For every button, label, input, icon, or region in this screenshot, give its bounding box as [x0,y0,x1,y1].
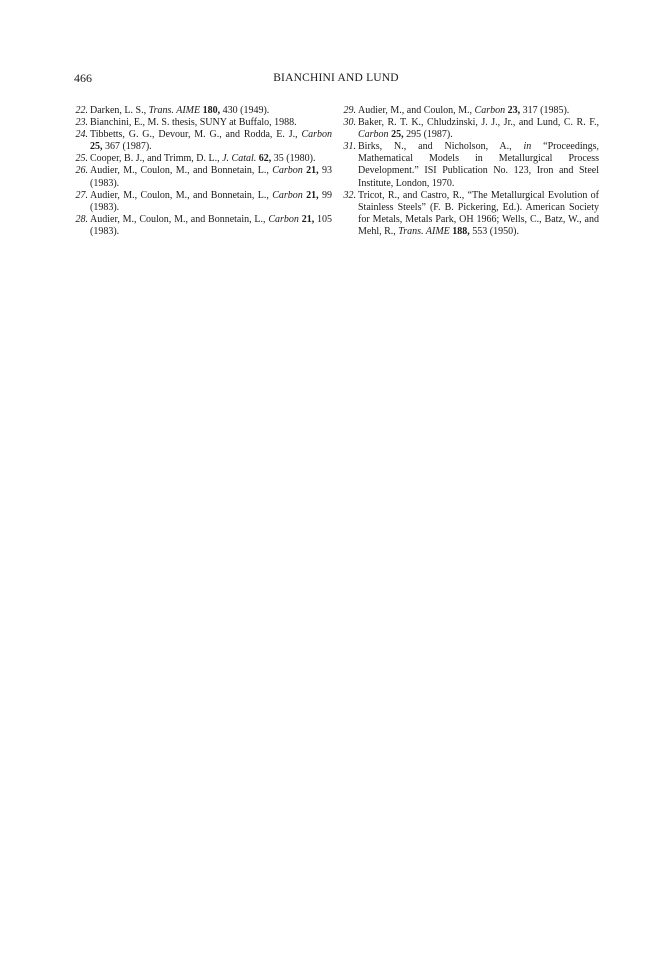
reference-number: 29. [343,105,356,116]
volume-number: 25, [90,141,103,153]
reference-fragment: Tibbetts, G. G., Devour, M. G., and Rodda, E. J., [90,129,302,141]
journal-title: Trans. AIME [398,225,450,237]
reference-number: 24. [75,129,88,141]
volume-number: 62, [258,153,272,165]
reference-text [90,129,332,152]
reference-entry [74,214,332,238]
volume-number: 188, [452,225,470,237]
journal-title: Carbon [272,189,303,201]
reference-text [90,117,297,128]
volume-number: 180, [202,105,221,116]
reference-entry [74,105,332,117]
reference-number: 26. [75,165,88,177]
reference-fragment: 35 (1980). [271,153,316,165]
reference-text [90,214,332,237]
reference-fragment: 553 (1950). [469,225,519,237]
volume-number: 21, [306,165,319,177]
reference-number: 32. [343,189,356,201]
reference-text [90,153,315,164]
reference-entry [342,117,599,141]
reference-number: 28. [75,213,88,225]
reference-fragment: 317 (1985). [520,105,570,116]
reference-fragment: 105 (1983). [90,213,333,237]
reference-entry [342,190,599,238]
journal-title: in [523,141,532,153]
reference-entry [74,165,332,189]
reference-fragment: Audier, M., Coulon, M., and Bonnetain, L., [90,189,273,201]
reference-number: 31. [343,141,356,153]
journal-title: Trans. AIME [148,105,201,116]
reference-number: 27. [75,189,88,201]
reference-fragment: 430 (1949). [220,105,270,116]
journal-title: Carbon [268,213,299,225]
reference-text [90,165,332,188]
reference-entry [342,141,599,189]
reference-fragment: 93 (1983). [90,165,333,189]
reference-text [90,105,269,116]
reference-text [358,105,569,116]
volume-number: 23, [507,105,521,116]
reference-number: 23. [75,117,88,129]
reference-fragment: Audier, M., and Coulon, M., [358,105,475,116]
reference-fragment: Darken, L. S., [90,105,149,116]
journal-title: Carbon [301,129,332,141]
page-number: 466 [74,71,92,85]
volume-number: 21, [301,213,315,225]
reference-fragment: 99 (1983). [90,189,333,213]
reference-entry [74,190,332,214]
reference-fragment: Birks, N., and Nicholson, A., [358,141,524,153]
references-left-column [74,105,332,238]
journal-title: Carbon [272,165,303,177]
journal-title: J. Catal. [222,153,257,165]
references-right-column [342,105,599,238]
journal-title: Carbon [358,129,389,141]
running-head: BIANCHINI AND LUND [273,72,399,84]
reference-fragment: 295 (1987). [403,129,453,141]
reference-number: 30. [343,117,356,129]
reference-entry [74,129,332,153]
reference-fragment: Baker, R. T. K., Chludzinski, J. J., Jr., and Lund, C. R. F., [358,117,599,129]
reference-number: 22. [75,105,88,116]
reference-text [90,190,332,213]
reference-fragment: Bianchini, E., M. S. thesis, SUNY at Buffalo, 1988. [90,117,297,129]
journal-title: Carbon [474,105,506,116]
reference-fragment: 367 (1987). [102,141,152,153]
volume-number: 21, [306,189,319,201]
reference-entry [74,153,332,165]
reference-text [358,190,599,237]
reference-text [358,117,599,140]
reference-fragment: Cooper, B. J., and Trimm, D. L., [90,153,223,165]
reference-fragment: “Proceedings, Mathematical Models in Metallurgical Process Development.” ISI Publication No. 123, Iron and Steel Institute, London, 1970. [358,141,599,189]
volume-number: 25, [391,129,404,141]
reference-number: 25. [75,153,88,165]
reference-fragment: Audier, M., Coulon, M., and Bonnetain, L., [90,213,269,225]
reference-fragment: Audier, M., Coulon, M., and Bonnetain, L., [90,165,273,177]
reference-fragment: Tricot, R., and Castro, R., “The Metallurgical Evolution of Stainless Steels” (F. B. Pickering, Ed.). American Society for Metals, Metals Park, OH 1966; Wells, C., Batz, W., and Mehl, R., [358,189,599,237]
reference-entry [342,105,599,117]
reference-entry [74,117,332,129]
reference-text [358,141,599,188]
